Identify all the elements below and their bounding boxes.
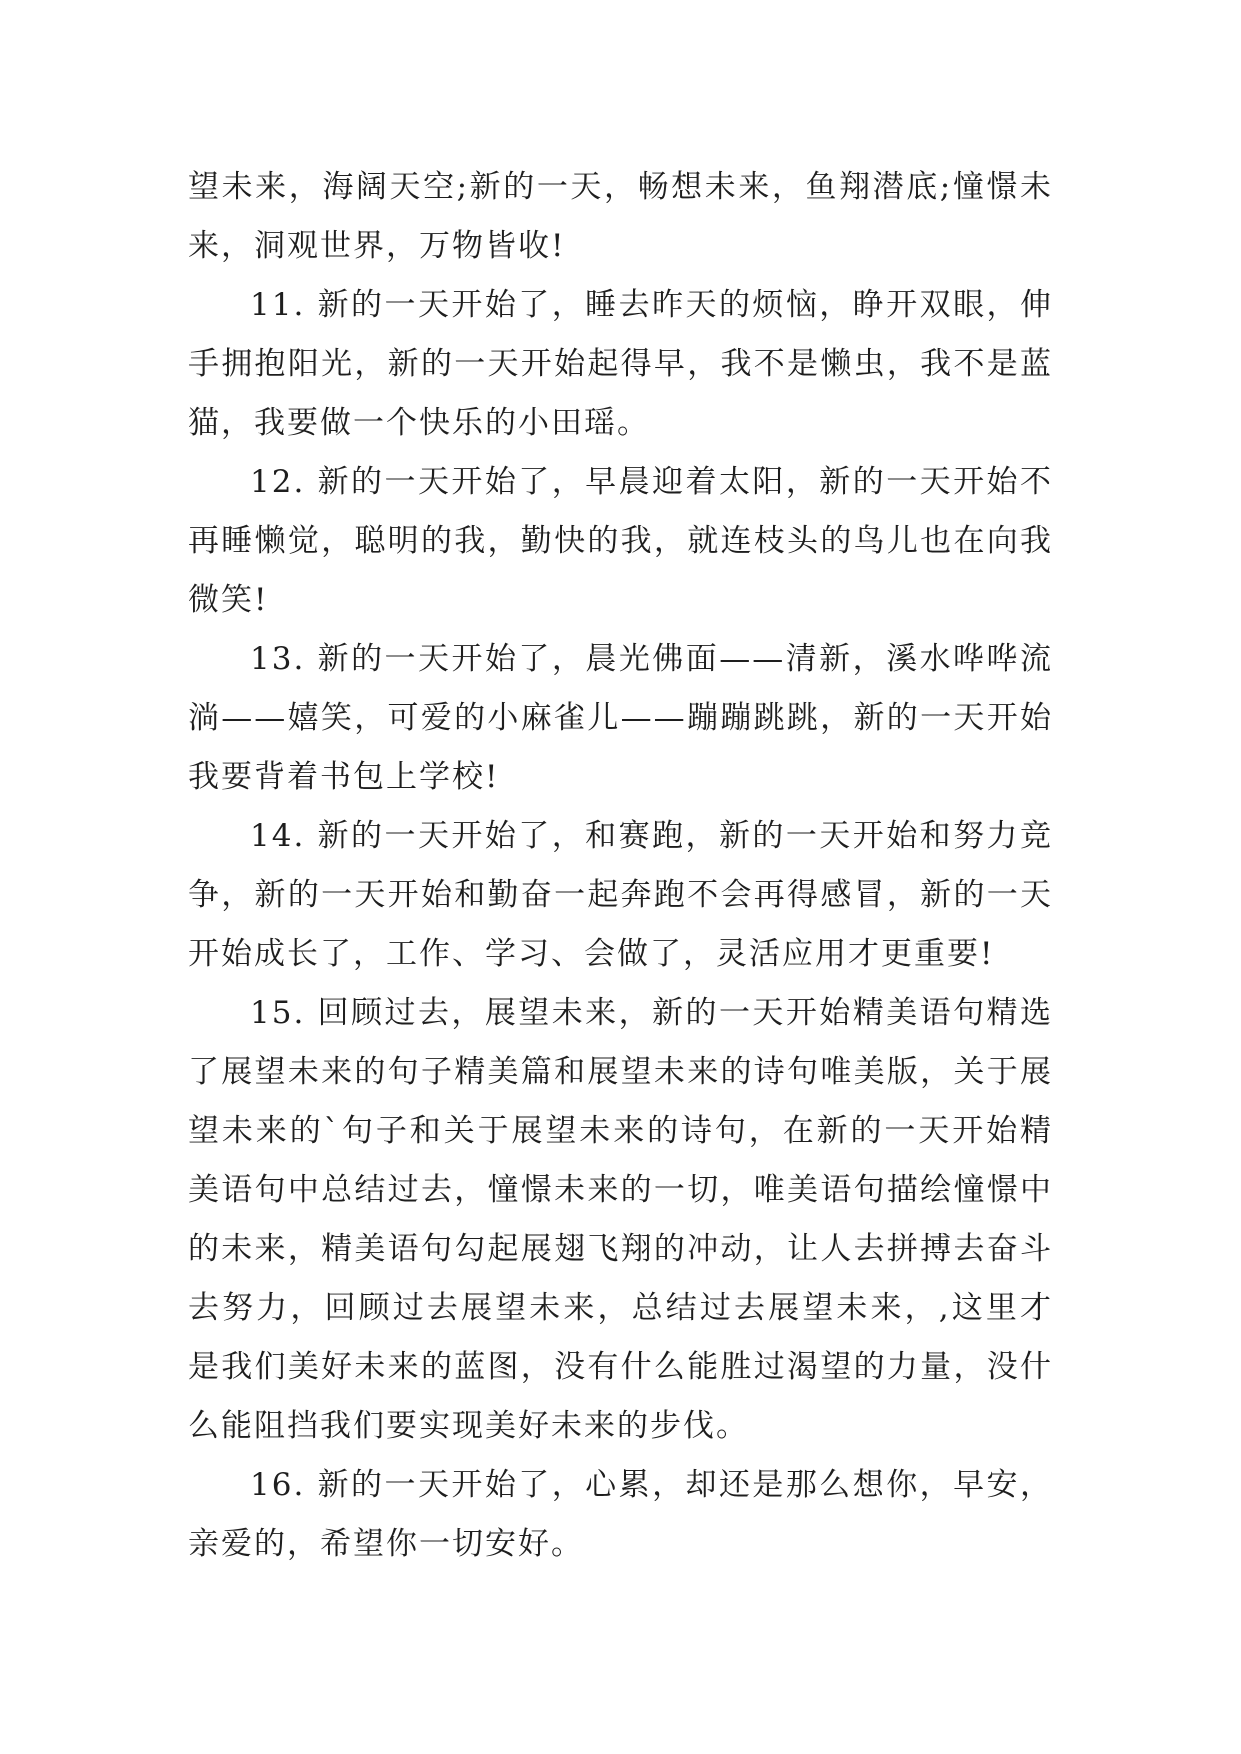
- paragraph-item-13: 13. 新的一天开始了，晨光佛面——清新，溪水哗哗流淌——嬉笑，可爱的小麻雀儿——蹦蹦跳跳，新的一天开始我要背着书包上学校!: [188, 641, 1053, 795]
- paragraph-item-16: 16. 新的一天开始了，心累，却还是那么想你，早安，亲爱的，希望你一切安好。: [188, 1467, 1053, 1562]
- paragraph-item-14: 14. 新的一天开始了，和赛跑，新的一天开始和努力竞争，新的一天开始和勤奋一起奔跑不会再得感冒，新的一天开始成长了，工作、学习、会做了，灵活应用才更重要!: [188, 818, 1053, 972]
- paragraph-item-15: 15. 回顾过去，展望未来，新的一天开始精美语句精选了展望未来的句子精美篇和展望未来的诗句唯美版，关于展望未来的`句子和关于展望未来的诗句，在新的一天开始精美语句中总结过去，憧憬未来的一切，唯美语句描绘憧憬中的未来，精美语句勾起展翅飞翔的冲动，让人去拼搏去奋斗去努力，回顾过去展望未来，总结过去展望未来，,这里才是我们美好未来的蓝图，没有什么能胜过渴望的力量，没什么能阻挡我们要实现美好未来的步伐。: [188, 995, 1053, 1444]
- paragraph-item-11: 11. 新的一天开始了，睡去昨天的烦恼，睁开双眼，伸手拥抱阳光，新的一天开始起得早，我不是懒虫，我不是蓝猫，我要做一个快乐的小田瑶。: [188, 287, 1053, 441]
- document-body: [188, 158, 1053, 1574]
- paragraph-item-12: 12. 新的一天开始了，早晨迎着太阳，新的一天开始不再睡懒觉，聪明的我，勤快的我，就连枝头的鸟儿也在向我微笑!: [188, 464, 1053, 618]
- paragraph-continuation: 望未来，海阔天空;新的一天，畅想未来，鱼翔潜底;憧憬未来，洞观世界，万物皆收!: [188, 169, 1053, 264]
